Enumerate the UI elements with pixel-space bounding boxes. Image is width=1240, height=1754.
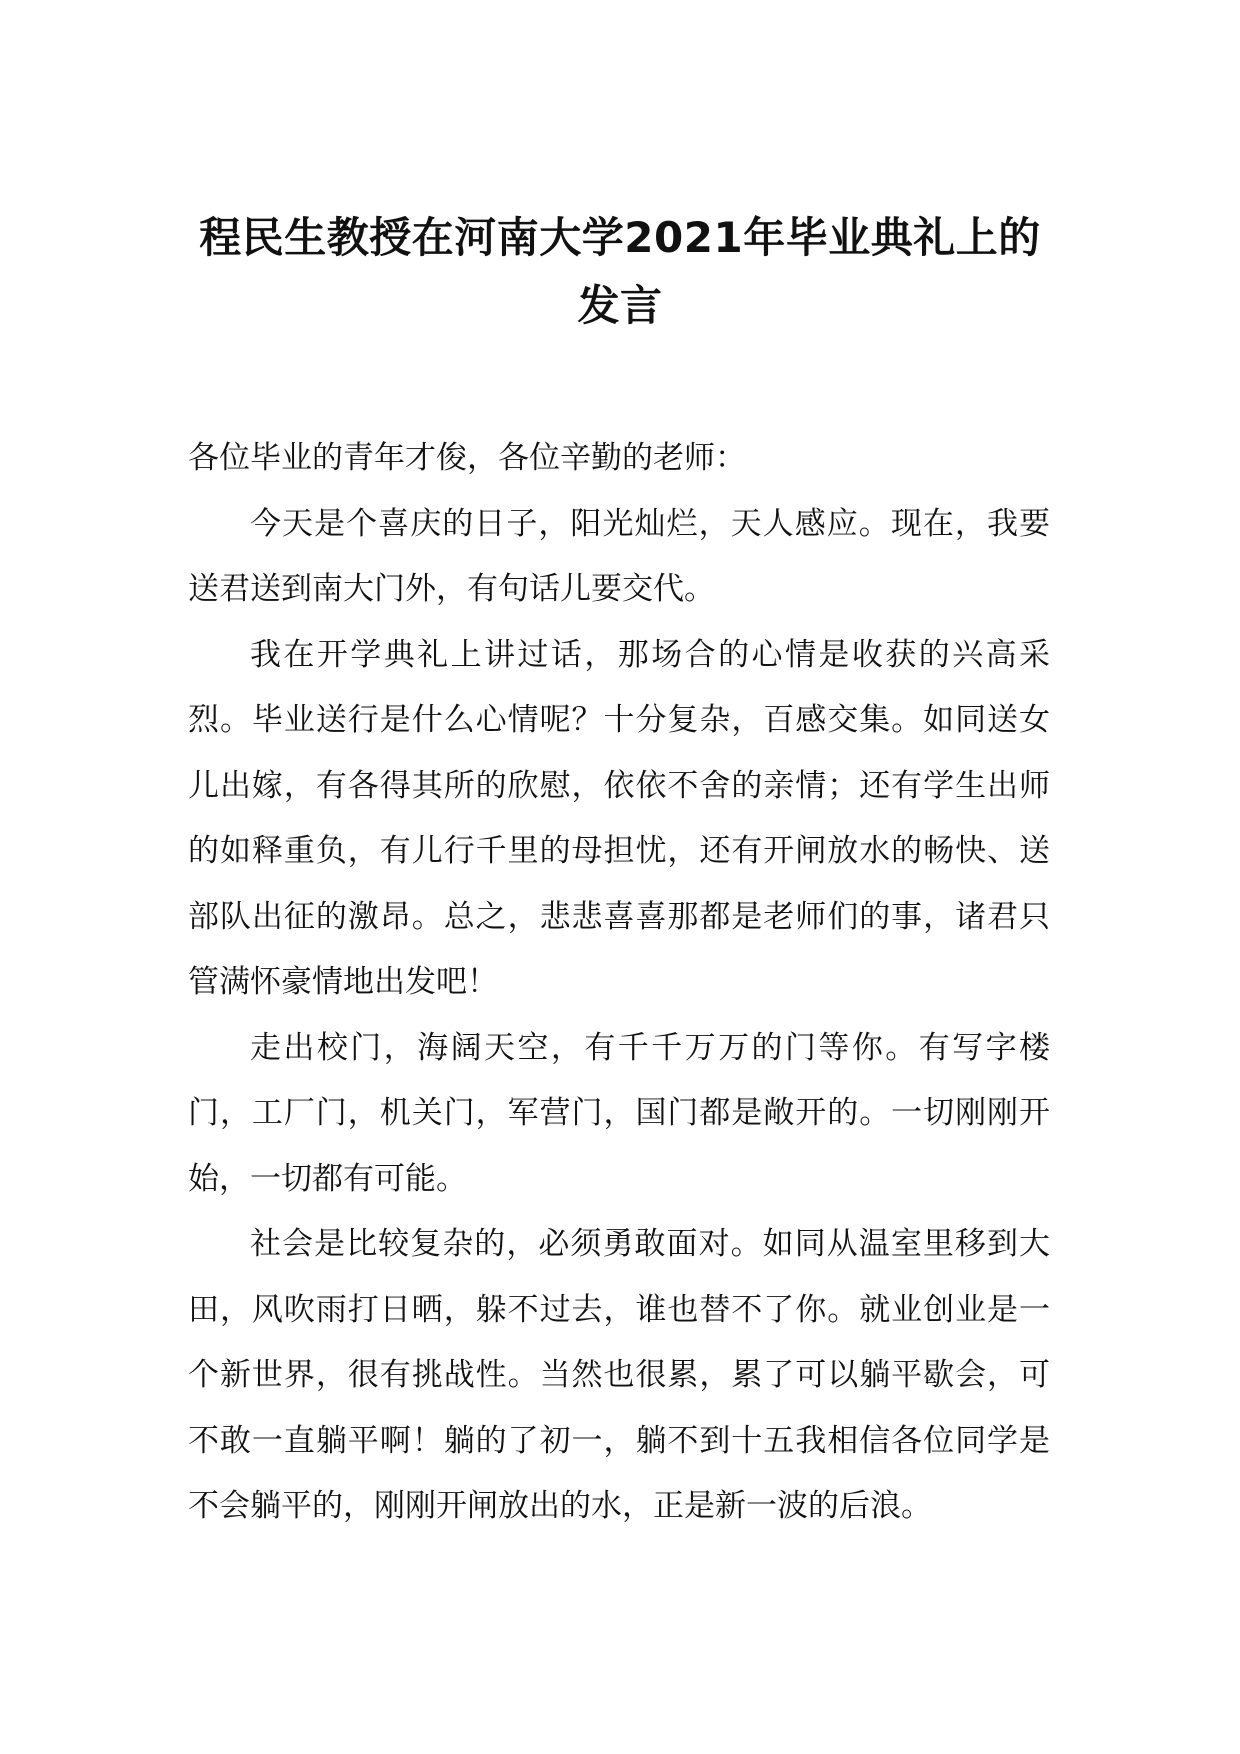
paragraph-2: 我在开学典礼上讲过话，那场合的心情是收获的兴高采烈。毕业送行是什么心情呢？十分复杂，百感交集。如同送女儿出嫁，有各得其所的欣慰，依依不舍的亲情；还有学生出师的如释重负，有儿行千里的母担忧，还有开闸放水的畅快、送部队出征的激昂。总之，悲悲喜喜那都是老师们的事，诸君只管满怀豪情地出发吧！ (188, 636, 1050, 1000)
paragraph-3: 走出校门，海阔天空，有千千万万的门等你。有写字楼门，工厂门，机关门，军营门，国门都是敞开的。一切刚刚开始，一切都有可能。 (188, 1029, 1050, 1197)
document-title: 程民生教授在河南大学2021年毕业典礼上的发言 (199, 213, 1041, 330)
document-body (188, 426, 1050, 1540)
paragraph-4: 社会是比较复杂的，必须勇敢面对。如同从温室里移到大田，风吹雨打日晒，躲不过去，谁也替不了你。就业创业是一个新世界，很有挑战性。当然也很累，累了可以躺平歇会，可不敢一直躺平啊！躺的了初一，躺不到十五我相信各位同学是不会躺平的，刚刚开闸放出的水，正是新一波的后浪。 (188, 1226, 1050, 1524)
salutation: 各位毕业的青年才俊，各位辛勤的老师： (188, 440, 746, 476)
paragraph-1: 今天是个喜庆的日子，阳光灿烂，天人感应。现在，我要送君送到南大门外，有句话儿要交代。 (188, 505, 1050, 607)
